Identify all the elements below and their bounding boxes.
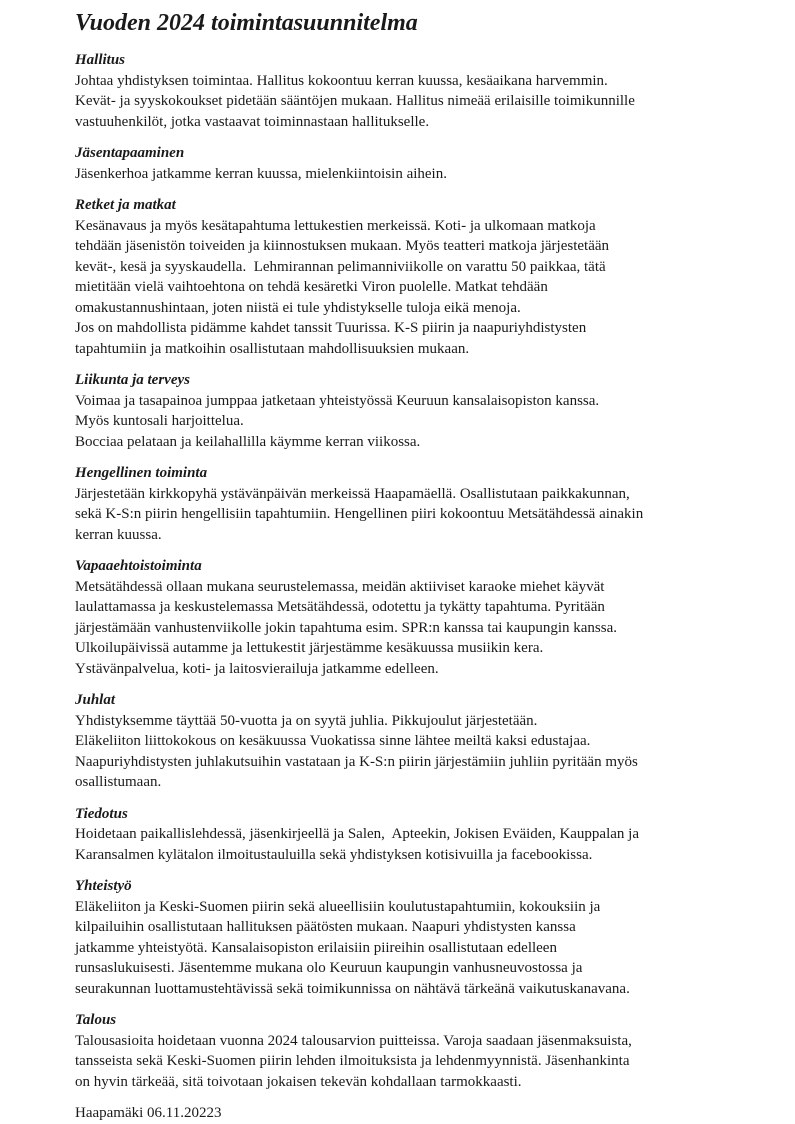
body-line: järjestämään vanhustenviikolle jokin tapahtuma esim. SPR:n kanssa tai kaupungin kanssa.: [75, 619, 617, 636]
document-title: Vuoden 2024 toimintasuunnitelma: [75, 10, 418, 36]
body-line: Talousasioita hoidetaan vuonna 2024 talousarvion puitteissa. Varoja saadaan jäsenmaksuista,: [75, 1032, 632, 1049]
body-line: mietitään vielä vaihtoehtona on tehdä kesäretki Viron puolelle. Matkat tehdään: [75, 279, 548, 295]
body-line: osallistumaan.: [75, 774, 162, 790]
body-line: on hyvin tärkeää, sitä toivotaan jokaisen tekevän kohdallaan tarmokkaasti.: [75, 1073, 522, 1090]
section-heading: Tiedotus: [75, 805, 128, 822]
body-line: Johtaa yhdistyksen toimintaa. Hallitus kokoontuu kerran kuussa, kesäaikana harvemmin.: [75, 72, 608, 89]
section-heading: Yhteistyö: [75, 878, 132, 894]
body-line: Bocciaa pelataan ja keilahallilla käymme kerran viikossa.: [75, 433, 421, 450]
section-jasentapaaminen: [75, 143, 755, 184]
body-line: Eläkeliiton liittokokous on kesäkuussa Vuokatissa sinne lähtee meiltä kaksi edustajaa.: [75, 733, 591, 749]
body-line: Myös kuntosali harjoittelua.: [75, 413, 244, 429]
body-line: jatkamme yhteistyötä. Kansalaisopiston erilaisiin piireihin osallistutaan edelleen: [75, 939, 557, 956]
section-heading: Hengellinen toiminta: [75, 465, 208, 481]
section-retket-ja-matkat: [75, 195, 755, 359]
body-line: Eläkeliiton ja Keski-Suomen piirin sekä alueellisiin koulutustapahtumiin, kokouksiin ja: [75, 898, 601, 915]
body-line: tehdään jäsenistön toiveiden ja kiinnostuksen mukaan. Myös teatteri matkoja järjestetään: [75, 238, 610, 254]
body-line: kevät-, kesä ja syyskaudella. Lehmirannan pelimanniviikolle on varattu 50 paikkaa, tätä: [75, 258, 606, 275]
document-footer-dateline: Haapamäki 06.11.20223: [75, 1105, 222, 1121]
section-liikunta-ja-terveys: [75, 370, 755, 452]
section-heading: Hallitus: [75, 52, 126, 68]
section-talous: [75, 1010, 755, 1092]
body-line: kilpailuihin osallistutaan hallituksen päätösten mukaan. Naapuri yhdistysten kanssa: [75, 919, 576, 935]
body-line: Voimaa ja tasapainoa jumppaa jatketaan yhteistyössä Keuruun kansalaisopiston kanssa.: [75, 392, 600, 409]
body-line: Metsätähdessä ollaan mukana seurustelemassa, meidän aktiiviset karaoke miehet käyvät: [75, 578, 605, 595]
body-line: runsaslukuisesti. Jäsentemme mukana olo Keuruun kaupungin vanhusneuvostossa ja: [75, 960, 583, 976]
body-line: omakustannushintaan, joten niistä ei tule yhdistykselle tuloja eikä menoja.: [75, 299, 521, 316]
section-heading: Liikunta ja terveys: [75, 372, 190, 388]
body-line: Hoidetaan paikallislehdessä, jäsenkirjeellä ja Salen, Apteekin, Jokisen Eväiden, Kauppalan ja: [75, 826, 639, 842]
body-line: Ulkoilupäivissä autamme ja lettukestit järjestämme kesäkuussa musiikin kera.: [75, 640, 544, 656]
body-line: tapahtumiin ja matkoihin osallistutaan mahdollisuuksien mukaan.: [75, 340, 470, 357]
body-line: laulattamassa ja keskustelemassa Metsätähdessä, odotettu ja tykätty tapahtuma. Pyritään: [75, 599, 605, 615]
body-line: vastuuhenkilöt, jotka vastaavat toiminnastaan hallitukselle.: [75, 113, 430, 130]
section-heading: Juhlat: [75, 692, 116, 708]
body-line: kerran kuussa.: [75, 526, 162, 543]
body-line: Naapuriyhdistysten juhlakutsuihin vastataan ja K-S:n piirin järjestämiin juhliin pyritään myös: [75, 753, 638, 770]
body-line: tansseista sekä Keski-Suomen piirin lehden ilmoituksista ja lehdenmyynnistä. Jäsenhankinta: [75, 1053, 630, 1069]
section-tiedotus: [75, 804, 755, 866]
body-line: seurakunnan luottamustehtävissä sekä toimikunnissa on nähtävä tärkeänä vaikutuskanavana.: [75, 980, 630, 997]
section-hallitus: [75, 50, 755, 132]
section-heading: Vapaaehtoistoiminta: [75, 558, 202, 574]
section-heading: Jäsentapaaminen: [75, 145, 185, 161]
body-line: Ystävänpalvelua, koti- ja laitosvierailuja jatkamme edelleen.: [75, 660, 439, 677]
body-line: Yhdistyksemme täyttää 50-vuotta ja on syytä juhlia. Pikkujoulut järjestetään.: [75, 712, 538, 729]
section-hengellinen-toiminta: [75, 463, 755, 545]
body-line: Jäsenkerhoa jatkamme kerran kuussa, mielenkiintoisin aihein.: [75, 165, 447, 182]
body-line: sekä K-S:n piirin hengellisiin tapahtumiin. Hengellinen piiri kokoontuu Metsätähdessä ainakin: [75, 506, 644, 522]
body-line: Jos on mahdollista pidämme kahdet tanssit Tuurissa. K-S piirin ja naapuriyhdistysten: [75, 320, 587, 336]
section-vapaaehtoistoiminta: [75, 556, 755, 679]
section-heading: Retket ja matkat: [75, 197, 176, 213]
section-yhteistyo: [75, 876, 755, 999]
body-line: Kesänavaus ja myös kesätapahtuma lettukestien merkeissä. Koti- ja ulkomaan matkoja: [75, 217, 596, 234]
body-line: Karansalmen kylätalon ilmoitustauluilla sekä yhdistyksen kotisivuilla ja facebookissa.: [75, 846, 593, 863]
body-line: Järjestetään kirkkopyhä ystävänpäivän merkeissä Haapamäellä. Osallistutaan paikkakunnan,: [75, 485, 630, 502]
section-heading: Talous: [75, 1012, 117, 1028]
body-line: Kevät- ja syyskokoukset pidetään sääntöjen mukaan. Hallitus nimeää erilaisille toimikunnille: [75, 93, 635, 109]
section-juhlat: [75, 690, 755, 793]
